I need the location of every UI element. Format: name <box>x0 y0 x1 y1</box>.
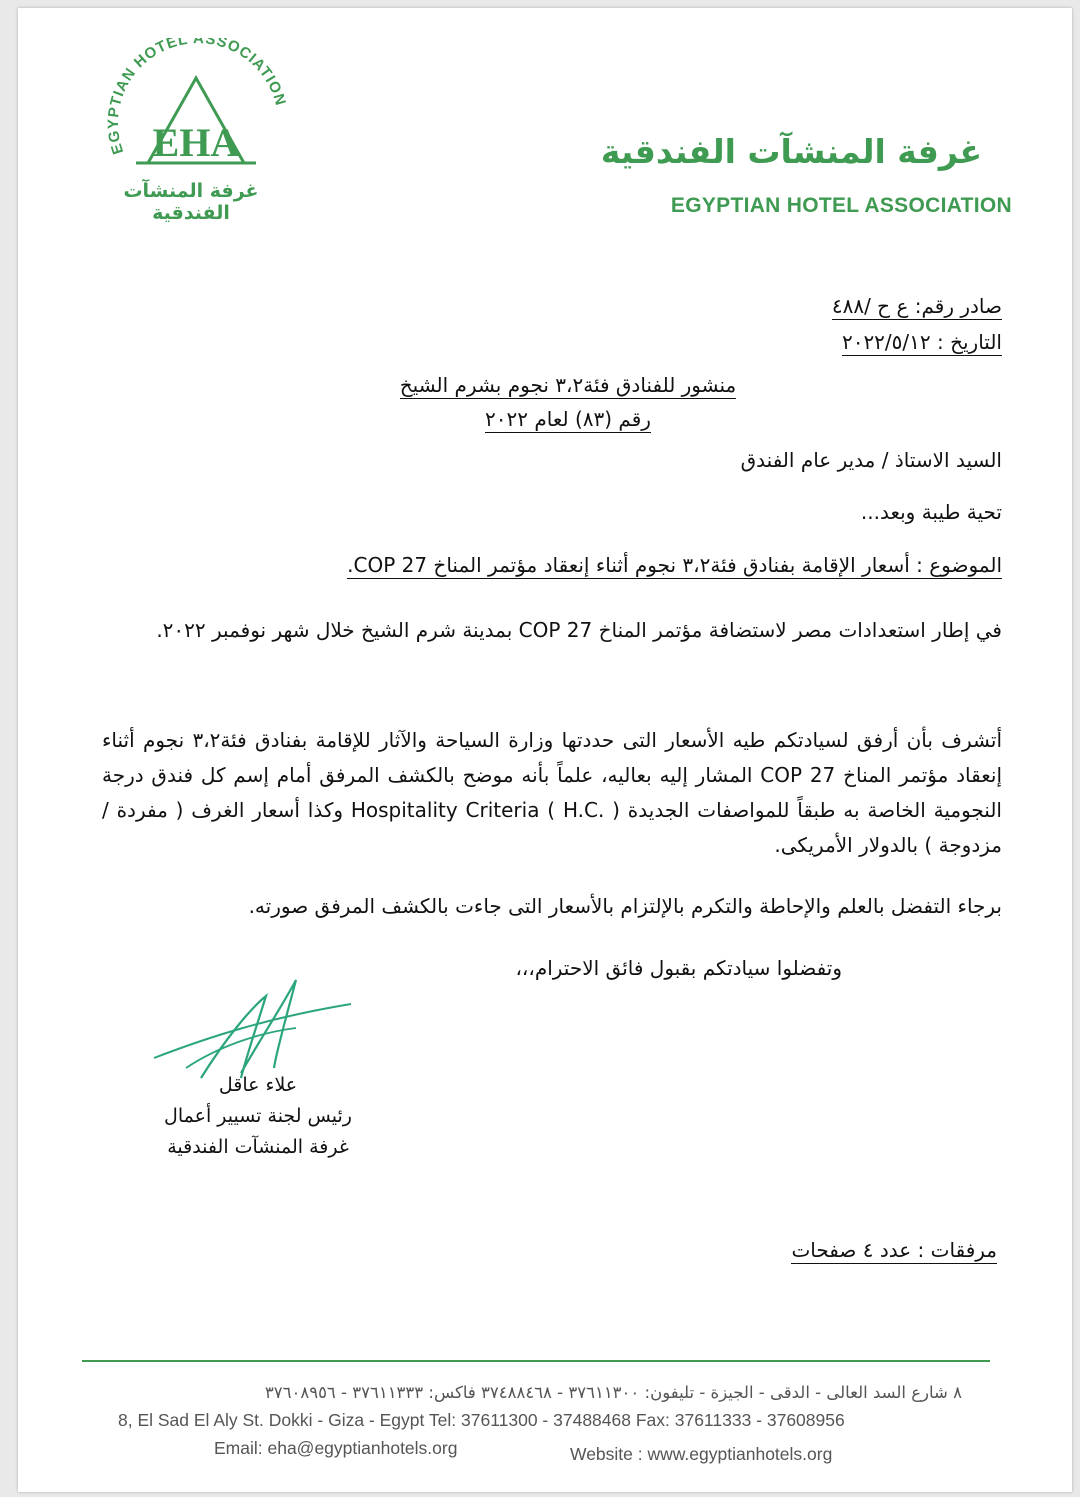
issue-number: صادر رقم: ع ح /٤٨٨ <box>831 294 1002 318</box>
body-paragraph: في إطار استعدادات مصر لاستضافة مؤتمر المناخ COP 27 بمدينة شرم الشيخ خلال شهر نوفمبر ٢٠٢٢. <box>156 618 1002 642</box>
letter-page <box>18 8 1072 1492</box>
logo-caption: غرفة المنشآت الفندقية <box>123 180 259 224</box>
circular-title-line2: رقم (٨٣) لعام ٢٠٢٢ <box>485 407 651 431</box>
header-name-english: EGYPTIAN HOTEL ASSOCIATION <box>670 194 1012 217</box>
subject-line: الموضوع : أسعار الإقامة بفنادق فئة٣،٢ نجوم أثناء إنعقاد مؤتمر المناخ COP 27. <box>347 553 1002 577</box>
logo-monogram: EHA <box>152 120 240 165</box>
circular-title-line1: منشور للفنادق فئة٣،٢ نجوم بشرم الشيخ <box>399 373 737 397</box>
letter-date: التاريخ : ٢٠٢٢/٥/١٢ <box>841 330 1002 354</box>
signatory-organization: غرفة المنشآت الفندقية <box>167 1136 349 1158</box>
footer-address-english: 8, El Sad El Aly St. Dokki - Giza - Egypt Tel: 37611300 - 37488468 Fax: 37611333 - 37608956 <box>118 1410 845 1430</box>
signatory-name: علاء عاقل <box>218 1074 298 1096</box>
body-paragraph: أتشرف بأن أرفق لسيادتكم طيه الأسعار التى حددتها وزارة السياحة والآثار للإقامة بفنادق فئة٣،٢ نجوم أثناء إنعقاد مؤتمر المناخ COP 27 المشار إليه بعاليه، علماً بأنه موضح بالكشف المرفق أمام إسم كل فندق درجة النجومية الخاصة به طبقاً للمواصفات الجديدة Hospitality Criteria ( H.C. ) وكذا أسعار الغرف ( مفردة / مزدوجة ) بالدولار الأمريكى. <box>102 728 1003 857</box>
greeting: تحية طيبة وبعد... <box>860 500 1002 524</box>
closing-line: وتفضلوا سيادتكم بقبول فائق الاحترام،،، <box>515 956 842 980</box>
attachments-note: مرفقات : عدد ٤ صفحات <box>791 1238 997 1262</box>
signatory-block <box>138 1070 378 1163</box>
footer-email: Email: eha@egyptianhotels.org <box>214 1438 458 1458</box>
reference-block <box>832 288 1002 360</box>
footer-website: Website : www.egyptianhotels.org <box>570 1444 833 1464</box>
circular-title <box>373 368 763 436</box>
signatory-title: رئيس لجنة تسيير أعمال <box>164 1105 352 1127</box>
logo-emblem-icon <box>96 38 296 188</box>
header-name-arabic: غرفة المنشآت الفندقية <box>600 132 982 171</box>
addressee: السيد الاستاذ / مدير عام الفندق <box>740 448 1002 472</box>
body-paragraph: برجاء التفضل بالعلم والإحاطة والتكرم بالإلتزام بالأسعار التى جاءت بالكشف المرفق صورته. <box>248 894 1002 918</box>
footer-address-arabic: ٨ شارع السد العالى - الدقى - الجيزة - تليفون: ٣٧٦١١٣٠٠ - ٣٧٤٨٨٤٦٨ فاكس: ٣٧٦١١٣٣٣ - ٣٧٦٠٨٩٥٦ <box>264 1383 962 1402</box>
footer-divider <box>82 1360 990 1362</box>
logo-ring-text: EGYPTIAN HOTEL ASSOCIATION <box>105 38 290 157</box>
